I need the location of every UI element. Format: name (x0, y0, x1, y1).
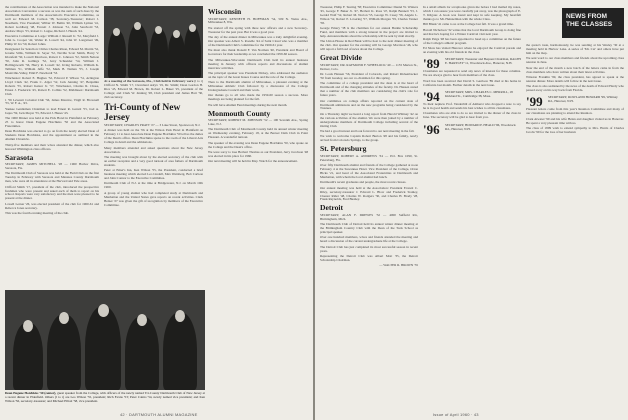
right-page-footer: Issue of April 1960 · 43 (433, 412, 479, 417)
body-text: Dr. Louis Hansen '56, President of Colorado, and Robert Rickenbacker '50 from Greeley, are our co-chairmen for this spring. (320, 72, 418, 81)
body-text: The day of the annual dinner in Milwaukee was a truly delightful evening. Our speaker was Albert S. Rozelle '44 of Saint Cloud who was a member of the Dartmouth Club's committee for the 1960-61 year. (208, 35, 308, 47)
body-text: We had a good turnout and look forward to our next meeting in the fall. (320, 129, 415, 134)
class-year-99: '99 (526, 94, 543, 110)
body-text: the contributions of the Association was intended to make the National Association Convention a success as was the sum of such dues by the Dartmouth members of the Association's Executive Committee, as well as: Edward M. Carlson '38, Secretary-Treasurer; Robert J. Needham, Vice President; Wilbur W. Beilin '40, William Lyman '41, Robert Goldberg '48, Everett J. Johnson '51, John Sandvold '53, Andrew Mayo '55, Robert C. Lugue, Richard J. Hauck '44. (5, 6, 99, 33)
body-text: Many members attended and asked questions about the New Jersey Association. (104, 145, 203, 154)
body-text: 1 '56 Leverett Colonial Club '56, James Maurice, Virgil R. Brownell '55, W. F. A., '43. (5, 97, 99, 106)
body-text: Our next meeting will be held in May. Watch for the announcement. (208, 159, 298, 164)
body-text: Representing the Detroit Club was Albert Mott '35, the Detroit Scholarship Chairman. (320, 254, 418, 263)
body-text: Designated for Selection: Chiles Charles Rison, Edward M. Martin '52, Jerome Sillis, William R. Sayer '52, Neville Scott Smith, Harry V. Klarsfeld '50, Lowell Morrison, Robert C. Johnson '52, Smith Nelson '50, John R. Gallings '52, Jerry Schneider '54, William J. Hollingsworth '56, Harry R. Lowell '42, Irving Roberts, William K. Tallman '51, William Jaffe '52, Mark B. Neman '55, J. Joseph Montville-Valley, Emil F. Newhardt '53. (5, 47, 99, 76)
body-text: A dinner was held on the 7th at the Wilson Park Hotel in Plainfield on February 11 to hear Associate Dean Eugene Hotchkiss '50 tell us the duties of the Dean's office. Dean Hotchkiss spoke to the room of the Liberal Arts College in detail and the admissions. (104, 128, 203, 145)
body-text: Over one hundred members, wives and friends attended the meeting and heard a discussion of the current undergraduate life at the College. (320, 235, 418, 244)
left-column-3 (208, 6, 308, 406)
tri-county-dinner-photo (5, 290, 205, 390)
right-column-2 (423, 6, 521, 406)
body-text: The Dartmouth Club of Monmouth County held its annual winter meeting on Wednesday evening, February 18, at the Beaver Dam Club in Point Pleasant. A wonderful turnout. (208, 127, 308, 140)
body-text: Near the end of the month a new batch of the letters came in from the class members who have written about their latest activities. (526, 65, 624, 74)
body-text: To their nephew Prof. Vanderbilt of Amherst who dropped a note to say he is in good health and sends his best wishes to all his classmates. (423, 102, 521, 110)
body-text: Our committee on college affairs reported on the current state of Dartmouth admissions and on the new programs being considered by the Trustees. (320, 98, 418, 111)
body-text: Classmates who are able to do so are invited to the dinner of the class in June. The secretary will be glad to hear from you. (423, 111, 521, 120)
body-text: Thirty-five members and their wives attended the dinner, which also honored Wilmington class officers. (5, 142, 99, 151)
class-secretary: SECRETARY, Treasurer and Bequest Chairman, RALPH E. HARTLEY '11, Woodstock Ave., Hanover, N.H. (445, 57, 521, 66)
right-page (315, 0, 628, 420)
body-text: The 1960 Dinner was held at the Pick Hotel in Plainfield on February 25 to honor Dean Eugene Hotchkiss '50 and the Associated Fraternities. (5, 116, 99, 129)
body-text: Our annual meeting was held at the Association: President Everett C. Riley, secretary-treasurer J. Edward L. Blow and Frederick Stanley, Chester Rider '48, Charles W. Rodgers '30, and Charles H. Brady '28, Frank Reynolds, Fred Bushey. (320, 185, 418, 202)
body-text: Clifford Smith '17, president of the club, introduced the prospective freshmen who were present and asked each of them to report on his school. Reports were very satisfactory and the men were pleased to be present at the dinner. (5, 184, 99, 201)
class-year-94: '94 (423, 89, 440, 105)
body-text: Classmates are requested to send any news of interest for these columns. We are always glad to hear from members of the class. (423, 69, 521, 78)
left-page (0, 0, 313, 420)
body-text: The Dartmouth Club of Detroit held its annual winter dinner meeting at the Birmingham Country Club with the Dean of the Tuck School as principal speaker. (320, 222, 418, 235)
section-heading-wisconsin: Wisconsin (208, 7, 242, 16)
body-text: Over fifty Dartmouth alumni and friends of the College gathered at noon February 4 at the Suwannee Hotel. Vice President of the College, Orton Hicks '21, and head of the Associated Fraternities at Dartmouth and Manhattan, with whom the local alumni had lunch. (320, 163, 418, 179)
body-text: the quote's taste, harmoniously, he was sending at his Wesley '30 at a meeting held in Harlow Lake. A series of 'Mr. Cat' and others have put him on the map. (526, 44, 624, 55)
body-text: The Union House in Red Bank will be host to the next dinner meeting of the club. Our speaker for the evening will be George Morrison '46, who will report a full load of news about the College. (320, 39, 418, 52)
body-text: On a Thursday night we heard a long report from Harold Whitney '42 on the various activities of the alumni. We were then joined by a number of undergraduate members of Dartmouth College including several of the Outing Club. (320, 111, 418, 128)
body-text: A group of young alumni who had completed study at Dartmouth and Manhattan and the United States gave reports on recent activities. Clark Heizer '27 was given the gift of recognition by members of the Executive Committee. (104, 190, 203, 207)
body-text: We started off the spring with three new officers and a new Secretary-Treasurer for the past year. But it was a good year. (208, 25, 308, 34)
body-text: Treasurer, Philip F. Tearing '58; Executive Committee: Daniel W. Winters '45, George F. Baker Jr. '47, Herbert K. Ross '47, Ralph Bennett '53, J. Gerald Wolf '52, Robert M. Norton '55, George W. Casey '56, Angelo L. Wilson '52, Robert P. Lovering '57, William Morgan '59, Charles Tanner '58. (320, 6, 418, 25)
body-text: The committee of a college president and the dean is at the heart of Dartmouth and of the changing attitudes of the faculty. Dr. Hansen stated that a number of the club members are considering the club's role for future years. (320, 81, 418, 98)
body-text: We will have Alumni Fund meetings during the next month. (208, 102, 288, 107)
body-text: Harold Nicholson '32 writes that the local Dartmouth Group is doing fine and that he's hoping for a Winter Carnival visit next year. (423, 27, 521, 36)
class-secretary: SECRETARY, MRS. CHARLES C. MERRILL, 18 Kirkland St., Cambridge 38, Mass. (445, 90, 513, 98)
section-heading-detroit: Detroit (320, 203, 344, 213)
body-text: The speaker of the evening was Dean Eugene Hotchkiss '50, who spoke on the College and the Dean's office. (208, 140, 308, 149)
body-text: Peter at Emer's Inn, Ken Wilson '55, the President, conducted a brief business meeting which elected Leo Lindell, Max Weinberg, Bob Carlson and John Connor to the Executive Committee. (104, 168, 203, 181)
body-text: We were sorry to lose Herbert Thomas as our President, Jerry Jacobson '48 was elected in his place for 1960. (208, 150, 308, 158)
right-column-1 (320, 6, 418, 406)
body-text: Dartmouth Club of N.J. at the time at Bridgewater, N.J. on March 10th 1960. (104, 181, 203, 190)
section-heading-monmouth: Monmouth County (208, 108, 271, 118)
body-text: Ed Shaw has visited Hanover where he enjoyed the Carnival parade and an evening with his old friends in the class. (423, 46, 521, 55)
section-secretary: SECRETARY, JAMES MITCHELL '28 — 1960 Harbor Drive, Sarasota, Fla. (5, 162, 99, 170)
sarasota-club-photo (104, 6, 203, 78)
section-secretary: SECRETARY, ALAN F. DREWES '32 — 4000 Suffield Rd., Birmingham, Mich. (320, 212, 418, 221)
class-news-banner: NEWS FROM THE CLASSES (562, 8, 624, 38)
body-text: We wish to welcome Captain Robert Burton '48 and his family, newly arrived from Colorado Springs, to the group. (320, 134, 418, 143)
section-heading-tri-county: Tri-County of New Jersey (104, 102, 181, 123)
photo-caption-bold: Dean Eugene Hotchkiss '50 (center), (5, 391, 57, 395)
section-heading-st-petersburg: St. Petersburg (320, 144, 367, 154)
body-text: Lowell Lerner '26, was elected president of the club for 1960-61 and Rebecca Jones secretary. (5, 201, 99, 210)
section-secretary: SECRETARY, CHARLES PRATT '27 — 3 Lake Street, Spotswood, N.J. (104, 123, 201, 128)
body-text: Winchester: Robert E. Hughes '52, Edward P. Wilson '51, Arlington Lloyd Clark '42, Frank C. Alger '52, Jack Jenning '47, Benjamin Roberts '55, Robert Keizer Jr. '57, Winchester, Charles R. Chase, Ernest J. Frederick '43, Robert E. Collins '52, Middlesex: Dartmouth Club. (5, 76, 99, 97)
body-text: The Milwaukee-Wisconsin Dartmouth Club held its annual business meeting in January with officers reports and discussions of alumni interview activities. (208, 57, 308, 70)
body-text: Bill Blank '41 came to us at the College last fall. It was a grand time. (423, 22, 514, 27)
body-text: George Emery '38 is the chairman for our annual Burkle Scholarship Fund, and members with a strong interest in the project are invited to help. Announcements about the scholarship will be sent by mail shortly. (320, 26, 418, 39)
body-text: Ralph Paige '48 has been appointed to head up a committee on the future of the College's athletic program. (423, 36, 521, 45)
body-text: Executive Committee at Large: William J. Russell Jr. '52, Maryfield J. John G. Cooper '42, Walter R. Lowell '44, John W. Longstreet '49, Philip W. Ira '50, Robert Johns. (5, 34, 99, 46)
photo-caption-bold: At a meeting of the Sarasota, Fla., Club held in February were (104, 80, 194, 83)
body-text: The Dartmouth Club of Sarasota was held at the Field Club on the first Tuesday in February with Sarasota and Manatee County Dartmouth men, who were all in attendance at the Harvard and Yale areas. (5, 171, 99, 184)
section-secretary: SECRETARY, DR. RAYMOND F. WHEELOCK '40 — 1155 Marion St., Denver, Colo. (320, 62, 418, 71)
body-text: Word has been received that David S. Garrison '89 died at his home in California last month. Further details in the next issue. (423, 78, 521, 87)
body-text: The Detroit Club has just completed its most successful season in recent years. (320, 244, 418, 253)
body-text: The principal speaker was President Dickey, who addressed the audience on the topic of the Great Issues Course and the role of the College. (208, 70, 308, 79)
body-text: We must also thank Donald F. Van Norman '40, President and Board of Governors for their leadership as we concluded the 1959-60 season. (208, 48, 308, 57)
body-text: Yankee Gentlemen Chairmen to lead Ernest R. Garrett '55, Joel A. Jaqua '59, Jack Meyer '55, Edward J. Hanes '43. (5, 106, 99, 115)
section-secretary: SECRETARY, ROBERT M. JOHNSON '52 — 100 Seventh Ave., Spring Lake, N.J. (208, 118, 308, 127)
body-text: This was the fourth evening meeting of the club. (5, 211, 69, 216)
bottom-photo-caption (5, 392, 205, 404)
body-text: Winston Franklin '99, the class president, has agreed to speak at the reunion dinner. More details will follow in the next issue. (526, 74, 624, 83)
body-text: Dean Hotchkiss was elected to go on from the newly elected Dean of Students Dean Hotchkiss, and the appointment as outlined in the Alumni Chronicle. (5, 129, 99, 142)
section-secretary: SECRETARY, KENNETH H. HOFFMAN '54, 509 N. Weiss Ave., Milwaukee 8, Wis. (208, 16, 308, 25)
body-text: The class of 1899 wish to extend sympathy to Mrs. Harris of Charles Jacobs '99 for the loss of her husband. (526, 126, 624, 134)
body-text: Dartmouth's recent graduates and people, the most recent classes. (320, 180, 407, 185)
photo-caption: guest speaker from the College, with officers of the newly named Tri-County Dartmouth Club of New Jersey at a recent dinner in Plainfield. Others (l to r) are Leo Wilson '55, president; Rich Evans '53; Peter Cairns '54, newly named vice president; and Ken Wilson '56, secretary-treasurer; and Michael Elliott '58, vice president. (5, 391, 205, 403)
class-year-89: '89 (423, 56, 440, 72)
signature: — WALTER R. BROWN '35 (379, 263, 418, 268)
body-text: The class is also saddened by the news of the death of Edward Hardy who passed away on his way back from Florida. (526, 84, 624, 93)
section-secretary: SECRETARY, ROBERT A. ANDREWS '34 — P.O. Box 1090, St. Petersburg, Fla. (320, 153, 418, 162)
body-text: We sent word to our class members and friends about the upcoming class reunion in June. (526, 56, 624, 65)
class-secretary: SECRETARY, ROWLAND HOWARD '99, Whitney Rd., Hanover, N.H. (548, 95, 618, 104)
section-heading-great-divide: Great Divide (320, 53, 362, 63)
body-text: In a small album for scrapbooks given me before I had mailed my notes, which I can assure you were carefully put away, was the photograph of E. T. Kilgour. A book was found and kept in safe keeping. My heartfelt thanks go to Mr. Heinzelman with the whole Class. (423, 6, 521, 21)
class-year-96: '96 (423, 121, 440, 137)
body-text: Clark Atwater '99 and his wife Helen and daughter visited us in Hanover. He spent a very pleasant time with us. (526, 116, 624, 125)
section-heading-sarasota: Sarasota (5, 152, 34, 162)
right-column-3 (526, 44, 624, 406)
body-text: The meeting was brought about by the elected secretary of the club with an earlier reception and a very good turnout of area fathers of Dartmouth students. (104, 154, 203, 167)
photo-caption: (l to r) Clifford N. Smith '17, Cleveland Aalyx '19, Dr. Smith; Dean Gordon H. Rice '45, Edward M. Brown, Dr. Robert L. Baker '25, president of the College; and Clark W. Jenning '28, Club president and James Hart '30, club secretary. (104, 80, 203, 99)
body-text: Then to the Dartmouth alumni of Milwaukee, a pleasant evening at the Milwaukee Athletic Club followed by a discussion of the College Undergraduate Council and their work. (208, 80, 308, 93)
body-text: Our thanks go to all who made the 1959-60 season a success. More meetings are being planned for the fall. (208, 93, 308, 102)
left-page-footer: 42 · DARTMOUTH ALUMNI MAGAZINE (120, 412, 198, 417)
body-text: Pleasant letters come from this year's Reunion Committee and many of our classmates are planning to attend the Reunion. (526, 107, 624, 116)
class-secretary: SECRETARY, HOWARD P. HEALD '96, Woodstock Rd., Hanover, N.H. (445, 122, 516, 131)
